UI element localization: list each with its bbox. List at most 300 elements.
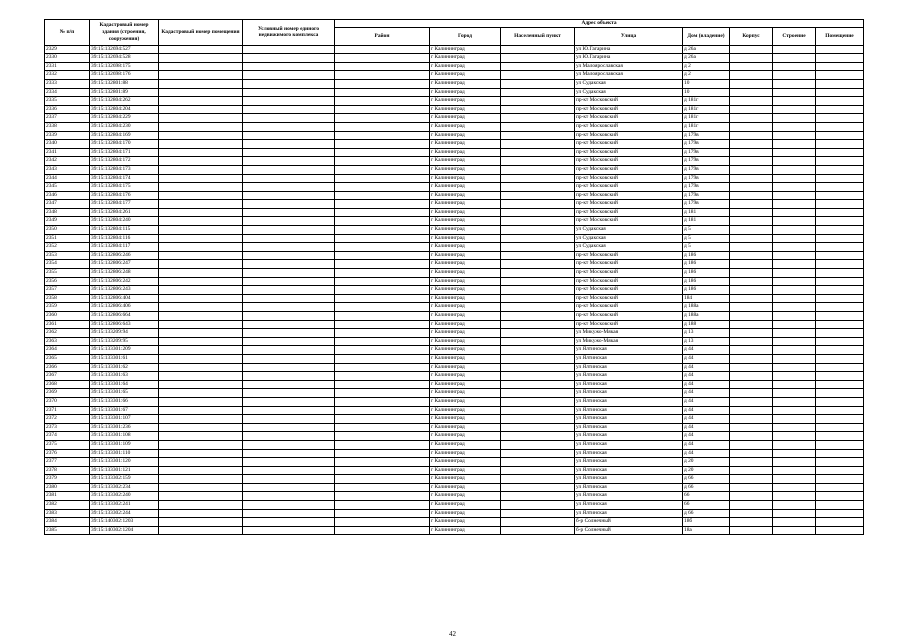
cell-stroenie [773, 423, 816, 432]
cell-district [335, 337, 430, 346]
cell-house: д 44 [683, 432, 730, 441]
cell-stroenie [773, 269, 816, 278]
cell-row-num: 2372 [45, 415, 90, 424]
cell-settlement [501, 475, 575, 484]
cell-street: ул Малоярославская [575, 62, 683, 71]
cell-settlement [501, 466, 575, 475]
cell-row-num: 2359 [45, 303, 90, 312]
cell-building-cad: 39:15:132806:246 [90, 251, 159, 260]
cell-room-cad [159, 337, 243, 346]
cell-room-cad [159, 492, 243, 501]
cell-room [816, 423, 864, 432]
cell-complex-num [243, 363, 335, 372]
cell-room [816, 294, 864, 303]
cell-complex-num [243, 269, 335, 278]
cell-room [816, 234, 864, 243]
cell-building-cad: 39:15:132804:175 [90, 183, 159, 192]
cell-district [335, 183, 430, 192]
cell-building-cad: 39:15:140302:1204 [90, 526, 159, 535]
cell-house: д 179в [683, 131, 730, 140]
cell-stroenie [773, 483, 816, 492]
cell-house: д 13 [683, 329, 730, 338]
cell-building-cad: 39:15:133209:94 [90, 329, 159, 338]
cell-room-cad [159, 389, 243, 398]
cell-row-num: 2371 [45, 406, 90, 415]
cell-row-num: 2336 [45, 105, 90, 114]
cell-room-cad [159, 277, 243, 286]
cell-korpus [730, 354, 773, 363]
cell-city: г Калининград [430, 183, 501, 192]
cell-house: д 179в [683, 183, 730, 192]
cell-settlement [501, 286, 575, 295]
cell-korpus [730, 337, 773, 346]
cell-complex-num [243, 337, 335, 346]
cell-city: г Калининград [430, 440, 501, 449]
cell-stroenie [773, 200, 816, 209]
cell-city: г Калининград [430, 79, 501, 88]
cell-room [816, 354, 864, 363]
cell-room [816, 303, 864, 312]
cell-city: г Калининград [430, 406, 501, 415]
cell-complex-num [243, 105, 335, 114]
cell-house: д 5 [683, 243, 730, 252]
cell-korpus [730, 329, 773, 338]
cell-house: д 20 [683, 466, 730, 475]
cell-room [816, 277, 864, 286]
cell-room [816, 389, 864, 398]
cell-house: д 181г [683, 114, 730, 123]
cell-stroenie [773, 208, 816, 217]
cell-complex-num [243, 243, 335, 252]
cell-korpus [730, 183, 773, 192]
cell-city: г Калининград [430, 372, 501, 381]
table-body [45, 45, 864, 535]
cell-street: ул Ялтинская [575, 440, 683, 449]
cell-city: г Калининград [430, 492, 501, 501]
cell-street: пр-кт Московский [575, 312, 683, 321]
cell-room [816, 501, 864, 510]
cell-complex-num [243, 157, 335, 166]
cell-district [335, 389, 430, 398]
cell-room [816, 97, 864, 106]
cell-room-cad [159, 380, 243, 389]
cell-row-num: 2341 [45, 148, 90, 157]
table-row [45, 346, 864, 355]
cell-settlement [501, 97, 575, 106]
cell-settlement [501, 415, 575, 424]
cell-complex-num [243, 62, 335, 71]
cell-room-cad [159, 329, 243, 338]
cell-korpus [730, 458, 773, 467]
cell-district [335, 122, 430, 131]
cell-korpus [730, 312, 773, 321]
col-header-korpus: Корпус [730, 27, 773, 45]
cell-stroenie [773, 243, 816, 252]
cell-house: д 5 [683, 234, 730, 243]
cell-room [816, 174, 864, 183]
cell-complex-num [243, 406, 335, 415]
col-header-complex: Условный номер единого недвижимого комплекса [243, 20, 335, 46]
cell-street: пр-кт Московский [575, 294, 683, 303]
table-row [45, 260, 864, 269]
cell-korpus [730, 114, 773, 123]
cell-city: г Калининград [430, 415, 501, 424]
table-row [45, 234, 864, 243]
cell-street: ул Ялтинская [575, 389, 683, 398]
table-row [45, 312, 864, 321]
cell-city: г Калининград [430, 200, 501, 209]
cell-street: ул Ялтинская [575, 363, 683, 372]
cell-room [816, 312, 864, 321]
cell-row-num: 2377 [45, 458, 90, 467]
cell-city: г Калининград [430, 501, 501, 510]
table-row [45, 449, 864, 458]
cell-district [335, 97, 430, 106]
table-row [45, 303, 864, 312]
cell-district [335, 105, 430, 114]
cell-korpus [730, 62, 773, 71]
cell-building-cad: 39:15:132804:230 [90, 122, 159, 131]
cell-settlement [501, 191, 575, 200]
cell-settlement [501, 183, 575, 192]
cell-building-cad: 39:15:132804:115 [90, 226, 159, 235]
cell-building-cad: 39:15:133302:240 [90, 492, 159, 501]
cell-room-cad [159, 140, 243, 149]
cell-district [335, 62, 430, 71]
cell-building-cad: 39:15:133301:61 [90, 354, 159, 363]
cell-settlement [501, 79, 575, 88]
cell-district [335, 320, 430, 329]
cell-building-cad: 39:15:140302:1203 [90, 518, 159, 527]
cell-settlement [501, 449, 575, 458]
cell-row-num: 2374 [45, 432, 90, 441]
table-row [45, 406, 864, 415]
table-row [45, 217, 864, 226]
cell-district [335, 363, 430, 372]
cell-settlement [501, 380, 575, 389]
cell-street: ул Ялтинская [575, 346, 683, 355]
cell-settlement [501, 432, 575, 441]
cell-city: г Калининград [430, 174, 501, 183]
table-row [45, 269, 864, 278]
cell-street: ул Ялтинская [575, 501, 683, 510]
cell-city: г Калининград [430, 329, 501, 338]
table-row [45, 140, 864, 149]
cell-room-cad [159, 200, 243, 209]
cell-korpus [730, 492, 773, 501]
cell-complex-num [243, 234, 335, 243]
table-row [45, 483, 864, 492]
cell-room [816, 329, 864, 338]
cell-building-cad: 39:15:132804:170 [90, 140, 159, 149]
cell-district [335, 269, 430, 278]
cell-room [816, 432, 864, 441]
cell-korpus [730, 372, 773, 381]
table-row [45, 54, 864, 63]
cell-city: г Калининград [430, 114, 501, 123]
cell-street: пр-кт Московский [575, 260, 683, 269]
table-row [45, 191, 864, 200]
cell-complex-num [243, 380, 335, 389]
cell-stroenie [773, 492, 816, 501]
cell-city: г Калининград [430, 475, 501, 484]
cell-building-cad: 39:15:132694:528 [90, 54, 159, 63]
cell-stroenie [773, 337, 816, 346]
cell-building-cad: 39:15:132806:404 [90, 294, 159, 303]
cell-district [335, 251, 430, 260]
cell-stroenie [773, 363, 816, 372]
cell-settlement [501, 277, 575, 286]
cell-room-cad [159, 526, 243, 535]
cell-house: 184 [683, 294, 730, 303]
cell-room-cad [159, 415, 243, 424]
cell-room [816, 260, 864, 269]
cell-row-num: 2334 [45, 88, 90, 97]
cell-street: пр-кт Московский [575, 97, 683, 106]
cell-city: г Калининград [430, 157, 501, 166]
cell-building-cad: 39:15:132804:229 [90, 114, 159, 123]
cell-row-num: 2357 [45, 286, 90, 295]
cell-korpus [730, 165, 773, 174]
cell-house: д 188а [683, 312, 730, 321]
cell-building-cad: 39:15:133301:108 [90, 432, 159, 441]
cell-complex-num [243, 217, 335, 226]
cell-city: г Калининград [430, 217, 501, 226]
cell-district [335, 312, 430, 321]
cell-room [816, 191, 864, 200]
cell-settlement [501, 483, 575, 492]
cell-street: ул Малоярославская [575, 71, 683, 80]
cell-room [816, 217, 864, 226]
table-row [45, 440, 864, 449]
cell-row-num: 2343 [45, 165, 90, 174]
cell-korpus [730, 526, 773, 535]
cell-row-num: 2345 [45, 183, 90, 192]
cell-room [816, 157, 864, 166]
cell-building-cad: 39:15:133301:209 [90, 346, 159, 355]
cell-room-cad [159, 208, 243, 217]
cell-korpus [730, 260, 773, 269]
table-row [45, 251, 864, 260]
cell-korpus [730, 363, 773, 372]
cell-stroenie [773, 526, 816, 535]
cell-room-cad [159, 148, 243, 157]
cell-settlement [501, 243, 575, 252]
cell-settlement [501, 105, 575, 114]
cell-building-cad: 39:15:132694:527 [90, 45, 159, 54]
cell-stroenie [773, 466, 816, 475]
cell-room-cad [159, 260, 243, 269]
cell-room [816, 475, 864, 484]
cell-building-cad: 39:15:132806:247 [90, 260, 159, 269]
cell-row-num: 2380 [45, 483, 90, 492]
cell-stroenie [773, 475, 816, 484]
cell-korpus [730, 71, 773, 80]
cell-room-cad [159, 269, 243, 278]
cell-building-cad: 39:15:133301:121 [90, 466, 159, 475]
table-row [45, 243, 864, 252]
cell-building-cad: 39:15:132806:643 [90, 320, 159, 329]
cell-house: д 186 [683, 277, 730, 286]
cell-room [816, 320, 864, 329]
cell-building-cad: 39:15:133301:107 [90, 415, 159, 424]
cell-street: ул Ялтинская [575, 458, 683, 467]
cell-room-cad [159, 234, 243, 243]
cell-building-cad: 39:15:133301:65 [90, 389, 159, 398]
cell-house: д 186 [683, 269, 730, 278]
cell-settlement [501, 122, 575, 131]
table-row [45, 320, 864, 329]
cell-row-num: 2330 [45, 54, 90, 63]
cell-district [335, 466, 430, 475]
table-row [45, 337, 864, 346]
cell-house: д 44 [683, 423, 730, 432]
cell-house: д 186 [683, 251, 730, 260]
cell-city: г Калининград [430, 243, 501, 252]
cell-korpus [730, 140, 773, 149]
cell-korpus [730, 174, 773, 183]
cell-row-num: 2383 [45, 509, 90, 518]
cell-room [816, 458, 864, 467]
cell-house: 66 [683, 501, 730, 510]
cell-settlement [501, 208, 575, 217]
cell-stroenie [773, 380, 816, 389]
cell-settlement [501, 406, 575, 415]
table-row [45, 354, 864, 363]
cell-street: ул Ялтинская [575, 354, 683, 363]
cell-house: д 26а [683, 45, 730, 54]
cell-room [816, 286, 864, 295]
cell-room [816, 226, 864, 235]
cell-district [335, 372, 430, 381]
cell-complex-num [243, 286, 335, 295]
cell-room [816, 243, 864, 252]
cell-street: пр-кт Московский [575, 191, 683, 200]
col-header-address: Адрес объекта [335, 20, 864, 28]
cell-settlement [501, 372, 575, 381]
cell-row-num: 2332 [45, 71, 90, 80]
table-row [45, 62, 864, 71]
cell-room-cad [159, 354, 243, 363]
cell-house: д 44 [683, 372, 730, 381]
cell-street: ул Ю.Гагарина [575, 45, 683, 54]
table-row [45, 97, 864, 106]
cell-complex-num [243, 492, 335, 501]
cell-house: д 66 [683, 483, 730, 492]
cell-street: ул Ялтинская [575, 372, 683, 381]
cell-house: д 179в [683, 200, 730, 209]
cell-house: д 181 [683, 208, 730, 217]
cell-building-cad: 39:15:132801:89 [90, 88, 159, 97]
cell-building-cad: 39:15:132806:664 [90, 312, 159, 321]
cell-building-cad: 39:15:133301:66 [90, 397, 159, 406]
cell-street: пр-кт Московский [575, 251, 683, 260]
cell-complex-num [243, 423, 335, 432]
cell-settlement [501, 200, 575, 209]
cell-settlement [501, 260, 575, 269]
cell-korpus [730, 294, 773, 303]
cell-korpus [730, 397, 773, 406]
cell-stroenie [773, 440, 816, 449]
cell-city: г Калининград [430, 45, 501, 54]
cell-stroenie [773, 286, 816, 295]
cell-settlement [501, 501, 575, 510]
table-row [45, 294, 864, 303]
cell-house: д 2 [683, 71, 730, 80]
cell-row-num: 2331 [45, 62, 90, 71]
col-header-num: № п/п [45, 20, 90, 46]
cell-complex-num [243, 191, 335, 200]
cell-room [816, 148, 864, 157]
cell-complex-num [243, 312, 335, 321]
cell-street: ул Ялтинская [575, 380, 683, 389]
cell-complex-num [243, 346, 335, 355]
cell-row-num: 2373 [45, 423, 90, 432]
cell-district [335, 492, 430, 501]
cell-city: г Калининград [430, 140, 501, 149]
cell-street: пр-кт Московский [575, 105, 683, 114]
cell-settlement [501, 518, 575, 527]
cell-room-cad [159, 79, 243, 88]
cell-house: д 179в [683, 174, 730, 183]
cell-complex-num [243, 148, 335, 157]
cell-room-cad [159, 54, 243, 63]
cell-row-num: 2367 [45, 372, 90, 381]
cell-city: г Калининград [430, 148, 501, 157]
cell-korpus [730, 243, 773, 252]
cell-room-cad [159, 458, 243, 467]
table-row [45, 389, 864, 398]
cell-street: ул Ялтинская [575, 406, 683, 415]
cell-house: д 179в [683, 148, 730, 157]
cell-row-num: 2370 [45, 397, 90, 406]
cell-korpus [730, 131, 773, 140]
cell-row-num: 2352 [45, 243, 90, 252]
cell-building-cad: 39:15:133302:234 [90, 483, 159, 492]
cell-korpus [730, 286, 773, 295]
cell-district [335, 526, 430, 535]
col-header-district: Район [335, 27, 430, 45]
cell-korpus [730, 475, 773, 484]
cell-stroenie [773, 294, 816, 303]
cell-settlement [501, 294, 575, 303]
cell-street: ул Ялтинская [575, 449, 683, 458]
cell-complex-num [243, 174, 335, 183]
cell-stroenie [773, 217, 816, 226]
cell-house: д 181г [683, 122, 730, 131]
cell-room-cad [159, 286, 243, 295]
cell-row-num: 2384 [45, 518, 90, 527]
cell-district [335, 79, 430, 88]
cell-district [335, 217, 430, 226]
cell-korpus [730, 320, 773, 329]
cell-building-cad: 39:15:133302:241 [90, 501, 159, 510]
cell-row-num: 2329 [45, 45, 90, 54]
cell-room-cad [159, 226, 243, 235]
cell-street: б-р Солнечный [575, 526, 683, 535]
cell-complex-num [243, 294, 335, 303]
cell-room [816, 251, 864, 260]
cell-street: пр-кт Московский [575, 122, 683, 131]
cell-stroenie [773, 226, 816, 235]
cell-stroenie [773, 97, 816, 106]
cell-complex-num [243, 458, 335, 467]
cell-district [335, 88, 430, 97]
cell-room [816, 415, 864, 424]
cell-district [335, 449, 430, 458]
cell-korpus [730, 105, 773, 114]
cell-settlement [501, 71, 575, 80]
